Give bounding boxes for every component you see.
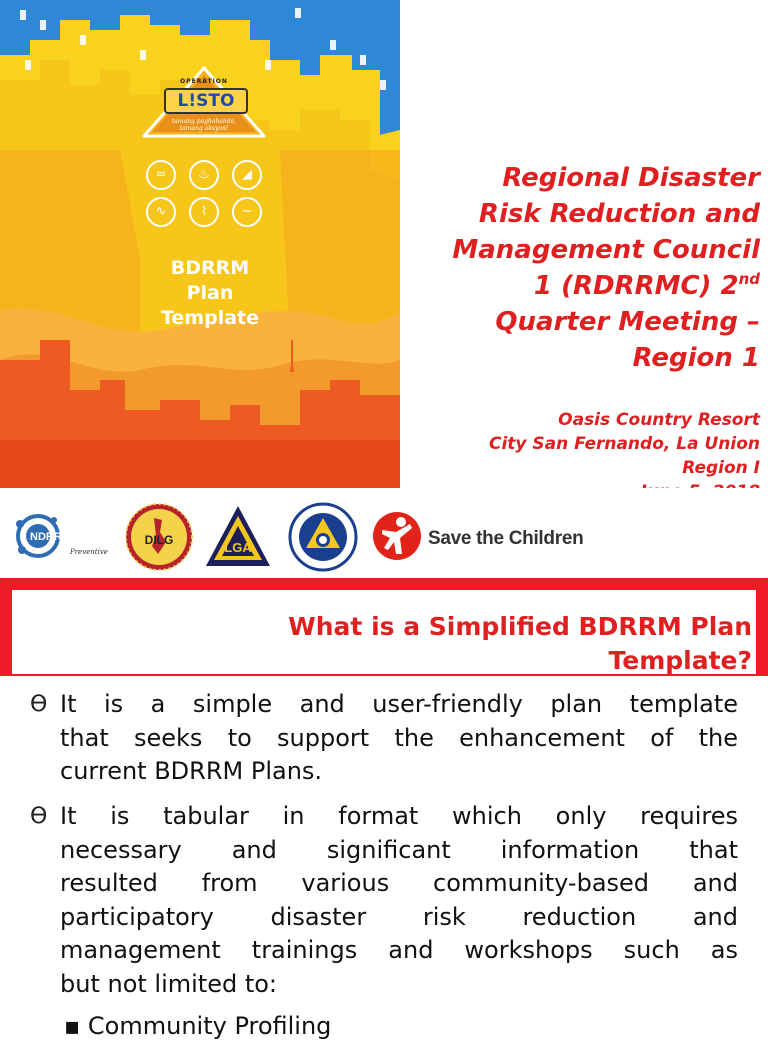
svg-text:LGA: LGA (224, 540, 252, 555)
flood-icon: ≈ (146, 160, 176, 190)
tsunami-icon: ~ (232, 197, 262, 227)
bdrrm-cover-image (0, 0, 400, 488)
partner-logos-strip (0, 488, 768, 578)
sub-bullet-item: ▪ Community Profiling (64, 1012, 332, 1040)
slide-heading: What is a Simplified BDRRM Plan Template? (288, 612, 752, 675)
meeting-title: Regional Disaster Risk Reduction and Management Council 1 (RDRRMC) 2nd Quarter Meeting – Region 1 (452, 163, 760, 373)
svg-text:DILG: DILG (144, 533, 174, 547)
header-frame-right (756, 590, 768, 674)
save-the-children-wordmark: Save the Children (428, 528, 584, 549)
meeting-venue: Oasis Country Resort City San Fernando, La Union Region I (488, 410, 760, 478)
listo-operation-text: OPERATION (180, 78, 228, 85)
storm-surge-icon: ∿ (146, 197, 176, 227)
operation-listo-logo (140, 66, 268, 140)
bullet-item: ϴ It is tabular in format which only requires necessary and significant information that resulted from various community-based and participatory disaster risk reduction and management trainings and workshops such as but not limited to: (30, 802, 738, 998)
header-frame-left (0, 590, 12, 674)
sub-bullet-marker: ▪ (64, 1012, 88, 1040)
definition-slide (0, 578, 768, 1040)
listo-wordmark: L!STO (164, 88, 248, 114)
ocd-seal (288, 502, 358, 572)
dilg-seal (124, 502, 194, 572)
listo-tagline: tamang paghahanda, tamang aksyon! (171, 118, 237, 132)
lga-logo (204, 504, 272, 568)
svg-text:NDRRMC: NDRRMC (30, 531, 79, 543)
fire-icon: ♨ (189, 160, 219, 190)
earthquake-icon: ⌇ (189, 197, 219, 227)
bullet-icon: ϴ (30, 692, 48, 717)
bullet-item: ϴ It is a simple and user-friendly plan template that seeks to support the enhancement of the current BDRRM Plans. (30, 690, 738, 785)
ndrrmc-logo (10, 510, 114, 562)
cover-slide (0, 0, 768, 488)
bullet-icon: ϴ (30, 804, 48, 829)
landslide-icon: ◢ (232, 160, 262, 190)
cover-title: BDRRM Plan Template (160, 257, 260, 329)
slide-header-bar (0, 578, 768, 590)
svg-text:Preventive: Preventive (70, 548, 108, 556)
save-the-children-logo (372, 510, 422, 562)
